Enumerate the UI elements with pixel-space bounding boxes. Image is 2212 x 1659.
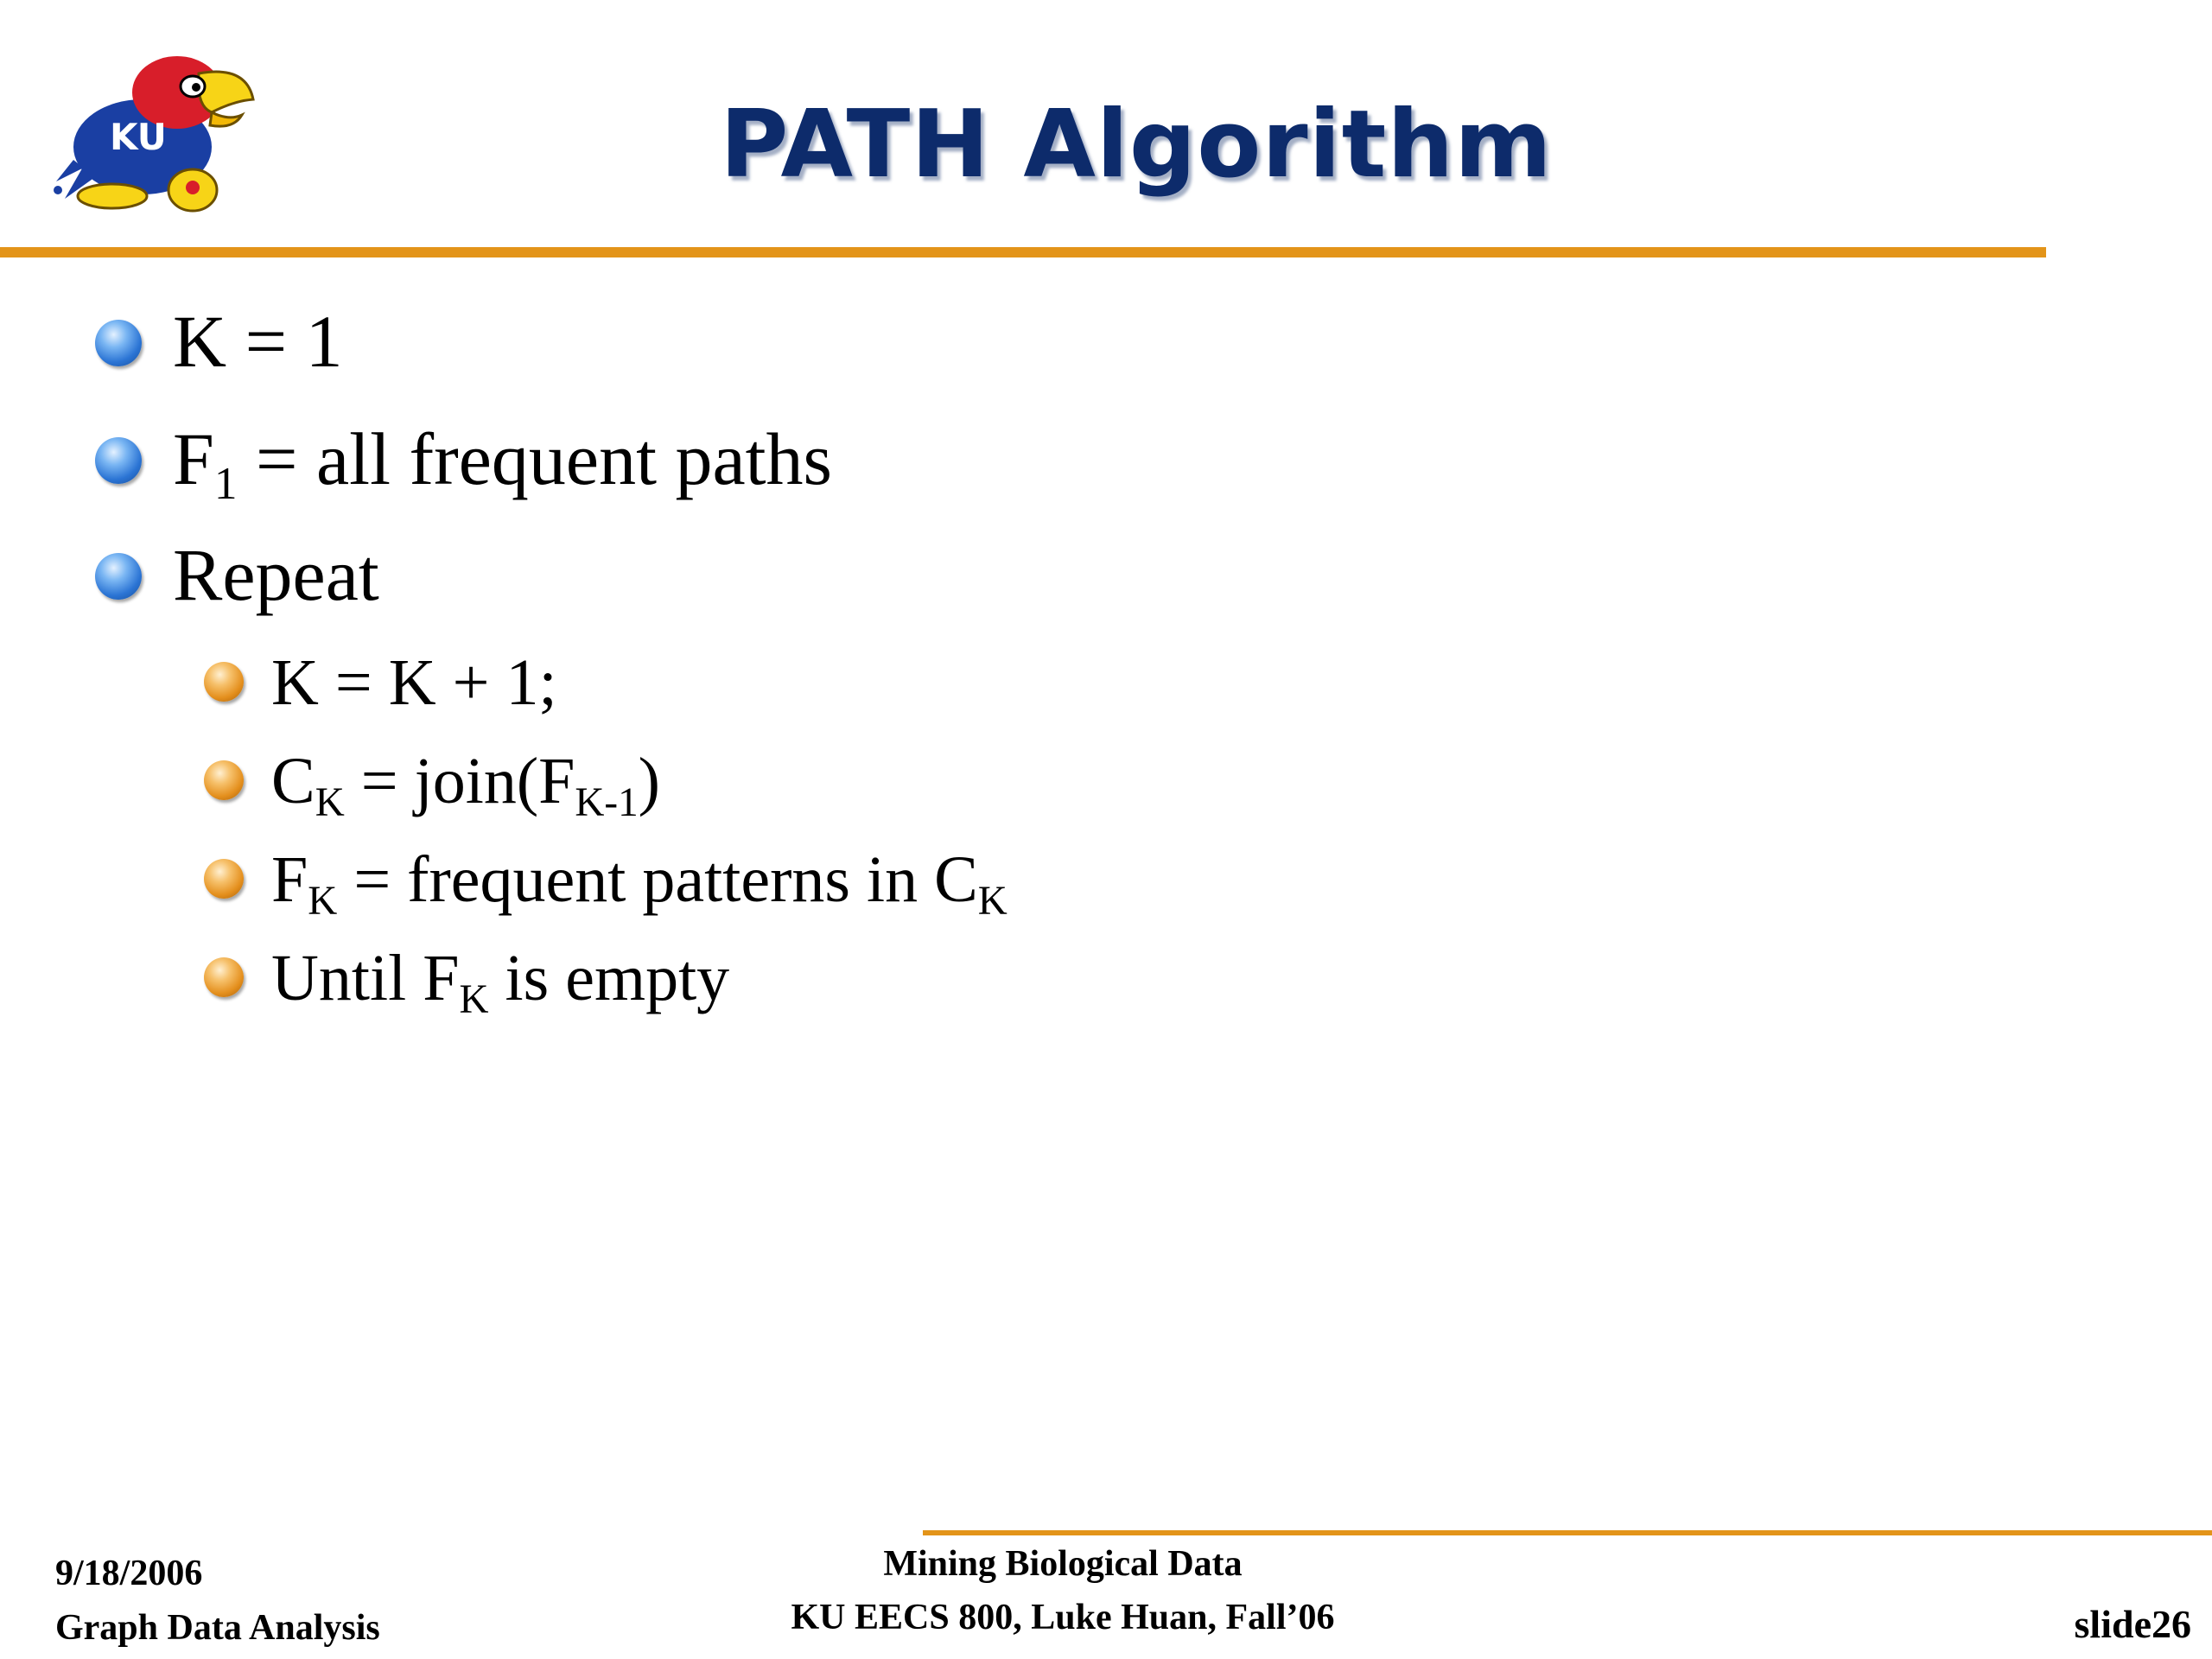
bullet-item (173, 417, 833, 510)
sub-bullet-text: K = K + 1; (271, 646, 557, 719)
sub-bullet-post: is empty (488, 942, 730, 1014)
sub-bullet-pre: F (271, 843, 308, 916)
footer-course-title: Mining Biological Data (883, 1544, 1243, 1584)
footer-topic: Graph Data Analysis (55, 1608, 380, 1648)
bullet-subscript: 1 (213, 457, 238, 510)
orange-bullet-icon (204, 957, 244, 997)
blue-bullet-icon (95, 553, 142, 600)
sub-bullet-subscript: K (977, 879, 1007, 925)
footer-date: 9/18/2006 (55, 1554, 203, 1593)
sub-bullet-item (271, 646, 557, 719)
sub-bullet-mid: = join(F (344, 745, 575, 817)
sub-bullet-item (271, 843, 1007, 925)
bullet-text-rest: = all frequent paths (237, 417, 833, 500)
sub-bullet-item (271, 745, 660, 826)
orange-bullet-icon (204, 760, 244, 800)
sub-bullet-subscript: K (459, 977, 489, 1023)
orange-bullet-icon (204, 859, 244, 899)
footer-course-info: KU EECS 800, Luke Huan, Fall’06 (791, 1598, 1335, 1637)
orange-bullet-icon (204, 662, 244, 702)
bullet-text: K = 1 (173, 300, 343, 383)
bullet-text: F (173, 417, 214, 500)
sub-bullet-subscript: K (308, 879, 338, 925)
sub-bullet-pre: C (271, 745, 315, 817)
sub-bullet-subscript: K-1 (575, 780, 639, 826)
blue-bullet-icon (95, 437, 142, 484)
sub-bullet-pre: Until F (271, 942, 460, 1014)
sub-bullet-item (271, 942, 730, 1023)
sub-bullet-post: ) (638, 745, 660, 817)
bullet-text: Repeat (173, 533, 379, 616)
blue-bullet-icon (95, 320, 142, 366)
logo-ku-text: KU (110, 116, 167, 158)
bullet-item (173, 300, 343, 383)
bullet-item (173, 533, 379, 616)
footer-divider (923, 1530, 2212, 1535)
footer-slide-number: slide26 (2074, 1602, 2191, 1646)
sub-bullet-mid: = frequent patterns in C (337, 843, 978, 916)
sub-bullet-subscript: K (315, 780, 345, 826)
slide-title: PATH Algorithm (720, 91, 1553, 199)
